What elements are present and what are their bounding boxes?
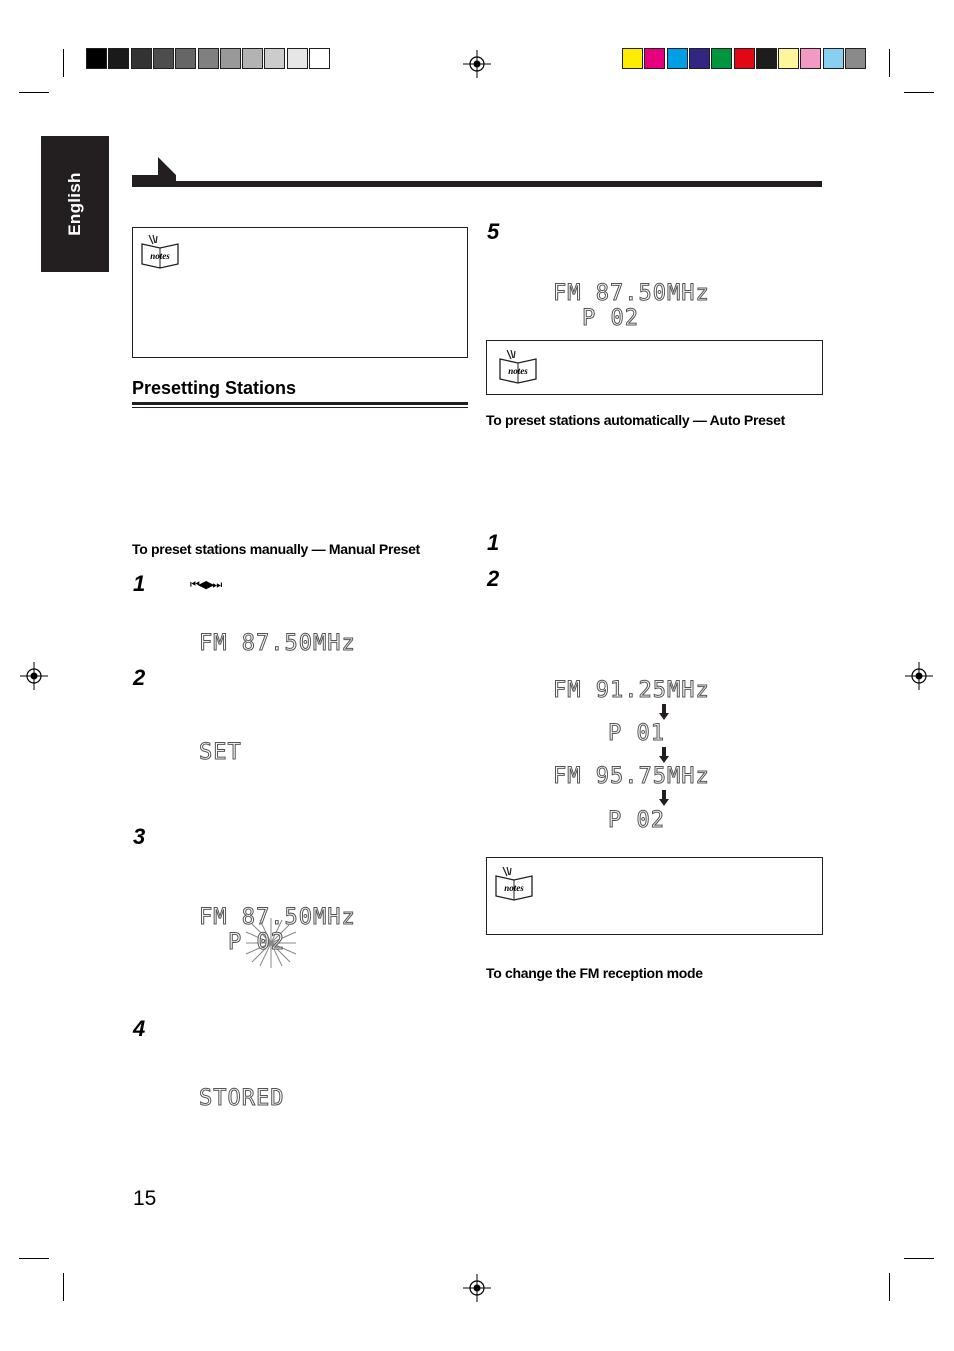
down-arrow-icon [659,790,669,806]
gray-swatch [287,48,308,69]
notes-book-icon [139,234,181,270]
crop-mark [904,1258,934,1259]
gray-swatch [264,48,285,69]
color-swatch [800,48,821,69]
crop-mark [904,92,934,93]
lcd-display: FM 87.50MHz [553,281,710,306]
svg-text:notes: notes [504,883,524,893]
gray-swatch [242,48,263,69]
color-swatch [734,48,755,69]
section-rule [132,402,468,405]
lcd-display: FM 95.75MHz [553,764,710,789]
section-title: Presetting Stations [132,378,297,398]
lcd-display: P 02 [608,808,665,833]
lcd-display: P 02 [582,306,639,331]
registration-mark-icon [905,662,933,690]
svg-text:notes: notes [508,366,528,376]
header-rule [132,181,822,187]
notes-book-icon [497,349,539,385]
color-swatch [644,48,665,69]
notes-box [132,227,468,358]
lcd-display: P 01 [608,721,665,746]
skip-buttons-icon: ⏮◀ ▶⏭ [190,578,221,591]
crop-mark [63,1273,64,1301]
down-arrow-icon [659,704,669,720]
notes-box [486,340,823,395]
gray-swatch [86,48,107,69]
color-swatch [689,48,710,69]
step-number: 5 [487,219,500,244]
color-swatch [778,48,799,69]
gray-swatch [108,48,129,69]
color-swatch [622,48,643,69]
step-number: 4 [133,1016,146,1041]
step-number: 3 [133,824,146,849]
color-swatch [845,48,866,69]
language-tab [41,136,109,272]
lcd-display: FM 91.25MHz [553,678,710,703]
language-tab-label: English [65,172,84,236]
gray-swatch [309,48,330,69]
step-number: 1 [133,571,146,596]
registration-mark-icon [20,662,48,690]
crop-mark [19,92,49,93]
crop-mark [63,49,64,77]
notes-box [486,857,823,935]
lcd-display: STORED [199,1086,285,1111]
lcd-display: FM 87.50MHz [199,631,356,656]
notes-book-icon [493,866,535,902]
svg-text:notes: notes [150,251,170,261]
registration-mark-icon [463,50,491,78]
color-swatch [756,48,777,69]
gray-swatch [131,48,152,69]
section-rule-thin [132,407,468,408]
color-swatch [823,48,844,69]
section-arrow-icon [132,157,178,183]
gray-swatch [153,48,174,69]
manual-preset-heading: To preset stations manually — Manual Preset [132,541,420,557]
gray-swatch [175,48,196,69]
page-number: 15 [133,1187,157,1210]
step-number: 2 [487,566,500,591]
lcd-display: FM 87.50MHz [199,905,356,930]
color-swatch [711,48,732,69]
step-number: 2 [133,665,146,690]
crop-mark [19,1258,49,1259]
down-arrow-icon [659,747,669,763]
fm-mode-heading: To change the FM reception mode [486,965,703,981]
auto-preset-heading: To preset stations automatically — Auto Preset [486,412,785,428]
registration-mark-icon [463,1274,491,1302]
crop-mark [889,1273,890,1301]
gray-swatch [198,48,219,69]
gray-swatch [220,48,241,69]
lcd-display: SET [199,740,242,765]
step-number: 1 [487,530,500,555]
lcd-display: P 02 [228,930,285,955]
color-swatch [667,48,688,69]
crop-mark [889,49,890,77]
